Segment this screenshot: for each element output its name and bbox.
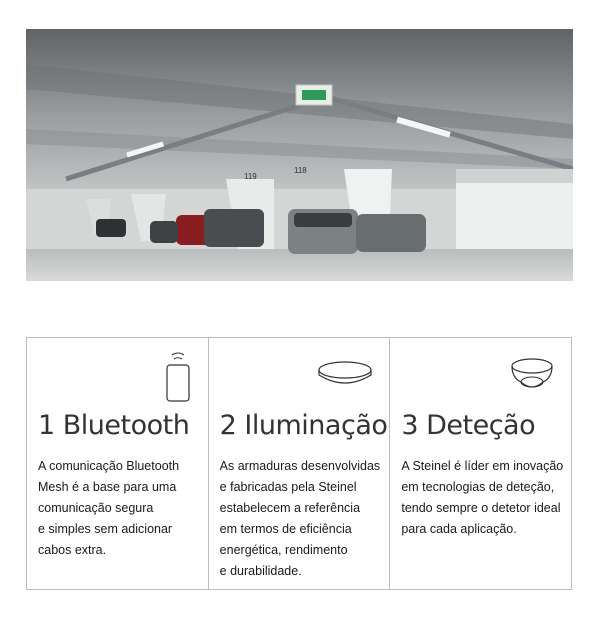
bay-number-119: 119 [244,172,257,181]
feature-card-lighting [208,338,390,589]
ceiling-light-icon [317,360,373,393]
smartphone-bluetooth-icon [164,348,192,407]
parking-garage-photo [26,29,573,281]
feature-cards [26,337,572,590]
motion-sensor-icon [509,356,555,397]
bay-number-118: 118 [294,166,307,175]
feature-card-bluetooth [27,338,208,589]
card-title: 1 Bluetooth [38,410,190,441]
feature-card-detection [389,338,571,589]
card-title: 3 Deteção [401,410,536,441]
card-description: As armaduras desenvolvidas e fabricadas pela Steinel estabelecem a referência em termos de eficiência energética, rendimento e durabilidade. [219,459,381,578]
card-title: 2 Iluminação [219,410,388,441]
hero-image [26,29,573,281]
card-description: A comunicação Bluetooth Mesh é a base para uma comunicação segura e simples sem adicionar cabos extra. [38,459,180,557]
card-description: A Steinel é líder em inovação em tecnologias de deteção, tendo sempre o detetor ideal para cada aplicação. [401,459,564,536]
